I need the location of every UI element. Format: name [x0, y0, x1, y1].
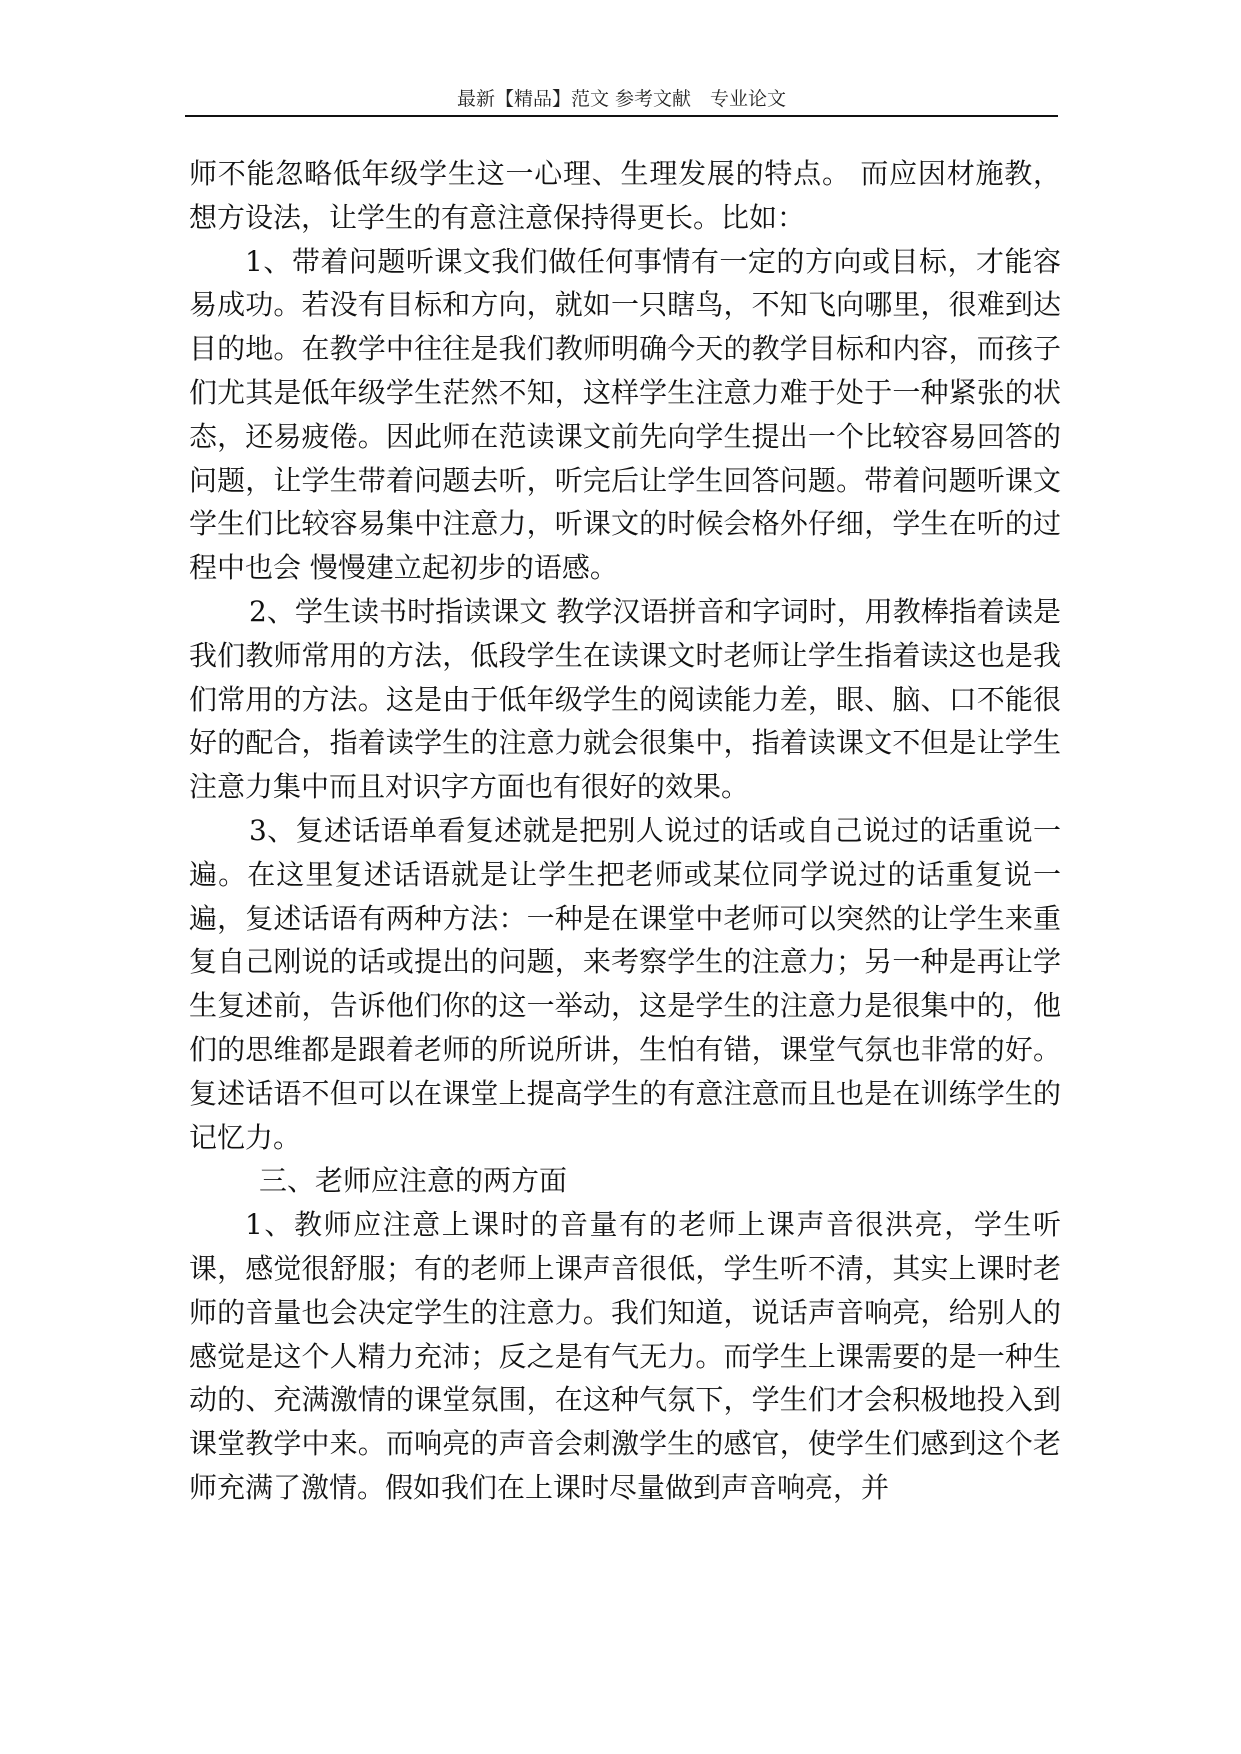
- paragraph-teacher-volume: 1、教师应注意上课时的音量有的老师上课声音很洪亮，学生听课，感觉很舒服；有的老师上课声音很低，学生听不清，其实上课时老师的音量也会决定学生的注意力。我们知道，说话声音响亮，给别人的感觉是这个人精力充沛；反之是有气无力。而学生上课需要的是一种生动的、充满激情的课堂氛围，在这种气氛下，学生们才会积极地投入到课堂教学中来。而响亮的声音会刺激学生的感官，使学生们感到这个老师充满了激情。假如我们在上课时尽量做到声音响亮，并: [189, 1208, 1061, 1504]
- document-body: [189, 152, 1061, 1510]
- section-heading-three: 三、老师应注意的两方面: [259, 1164, 568, 1198]
- paragraph-point-1-listening: 1、带着问题听课文我们做任何事情有一定的方向或目标，才能容易成功。若没有目标和方向，就如一只瞎鸟，不知飞向哪里，很难到达目的地。在教学中往往是我们教师明确今天的教学目标和内容，而孩子们尤其是低年级学生茫然不知，这样学生注意力难于处于一种紧张的状态，还易疲倦。因此师在范读课文前先向学生提出一个比较容易回答的问题，让学生带着问题去听，听完后让学生回答问题。带着问题听课文学生们比较容易集中注意力，听课文的时候会格外仔细，学生在听的过程中也会 慢慢建立起初步的语感。: [189, 244, 1061, 585]
- page-header: 最新【精品】范文 参考文献 专业论文: [456, 88, 787, 110]
- paragraph-continuation: 师不能忽略低年级学生这一心理、生理发展的特点。 而应因材施教，想方设法，让学生的有意注意保持得更长。比如：: [189, 157, 1061, 234]
- header-divider: [185, 115, 1058, 117]
- paragraph-point-2-reading: 2、学生读书时指读课文 教学汉语拼音和字词时，用教棒指着读是我们教师常用的方法，低段学生在读课文时老师让学生指着读这也是我们常用的方法。这是由于低年级学生的阅读能力差，眼、脑、口不能很好的配合，指着读学生的注意力就会很集中，指着读课文不但是让学生注意力集中而且对识字方面也有很好的效果。: [189, 594, 1061, 804]
- paragraph-point-3-retelling: 3、复述话语单看复述就是把别人说过的话或自己说过的话重说一遍。在这里复述话语就是让学生把老师或某位同学说过的话重复说一遍，复述话语有两种方法：一种是在课堂中老师可以突然的让学生来重复自己刚说的话或提出的问题，来考察学生的注意力；另一种是再让学生复述前，告诉他们你的这一举动，这是学生的注意力是很集中的，他们的思维都是跟着老师的所说所讲，生怕有错，课堂气氛也非常的好。复述话语不但可以在课堂上提高学生的有意注意而且也是在训练学生的记忆力。: [189, 813, 1061, 1154]
